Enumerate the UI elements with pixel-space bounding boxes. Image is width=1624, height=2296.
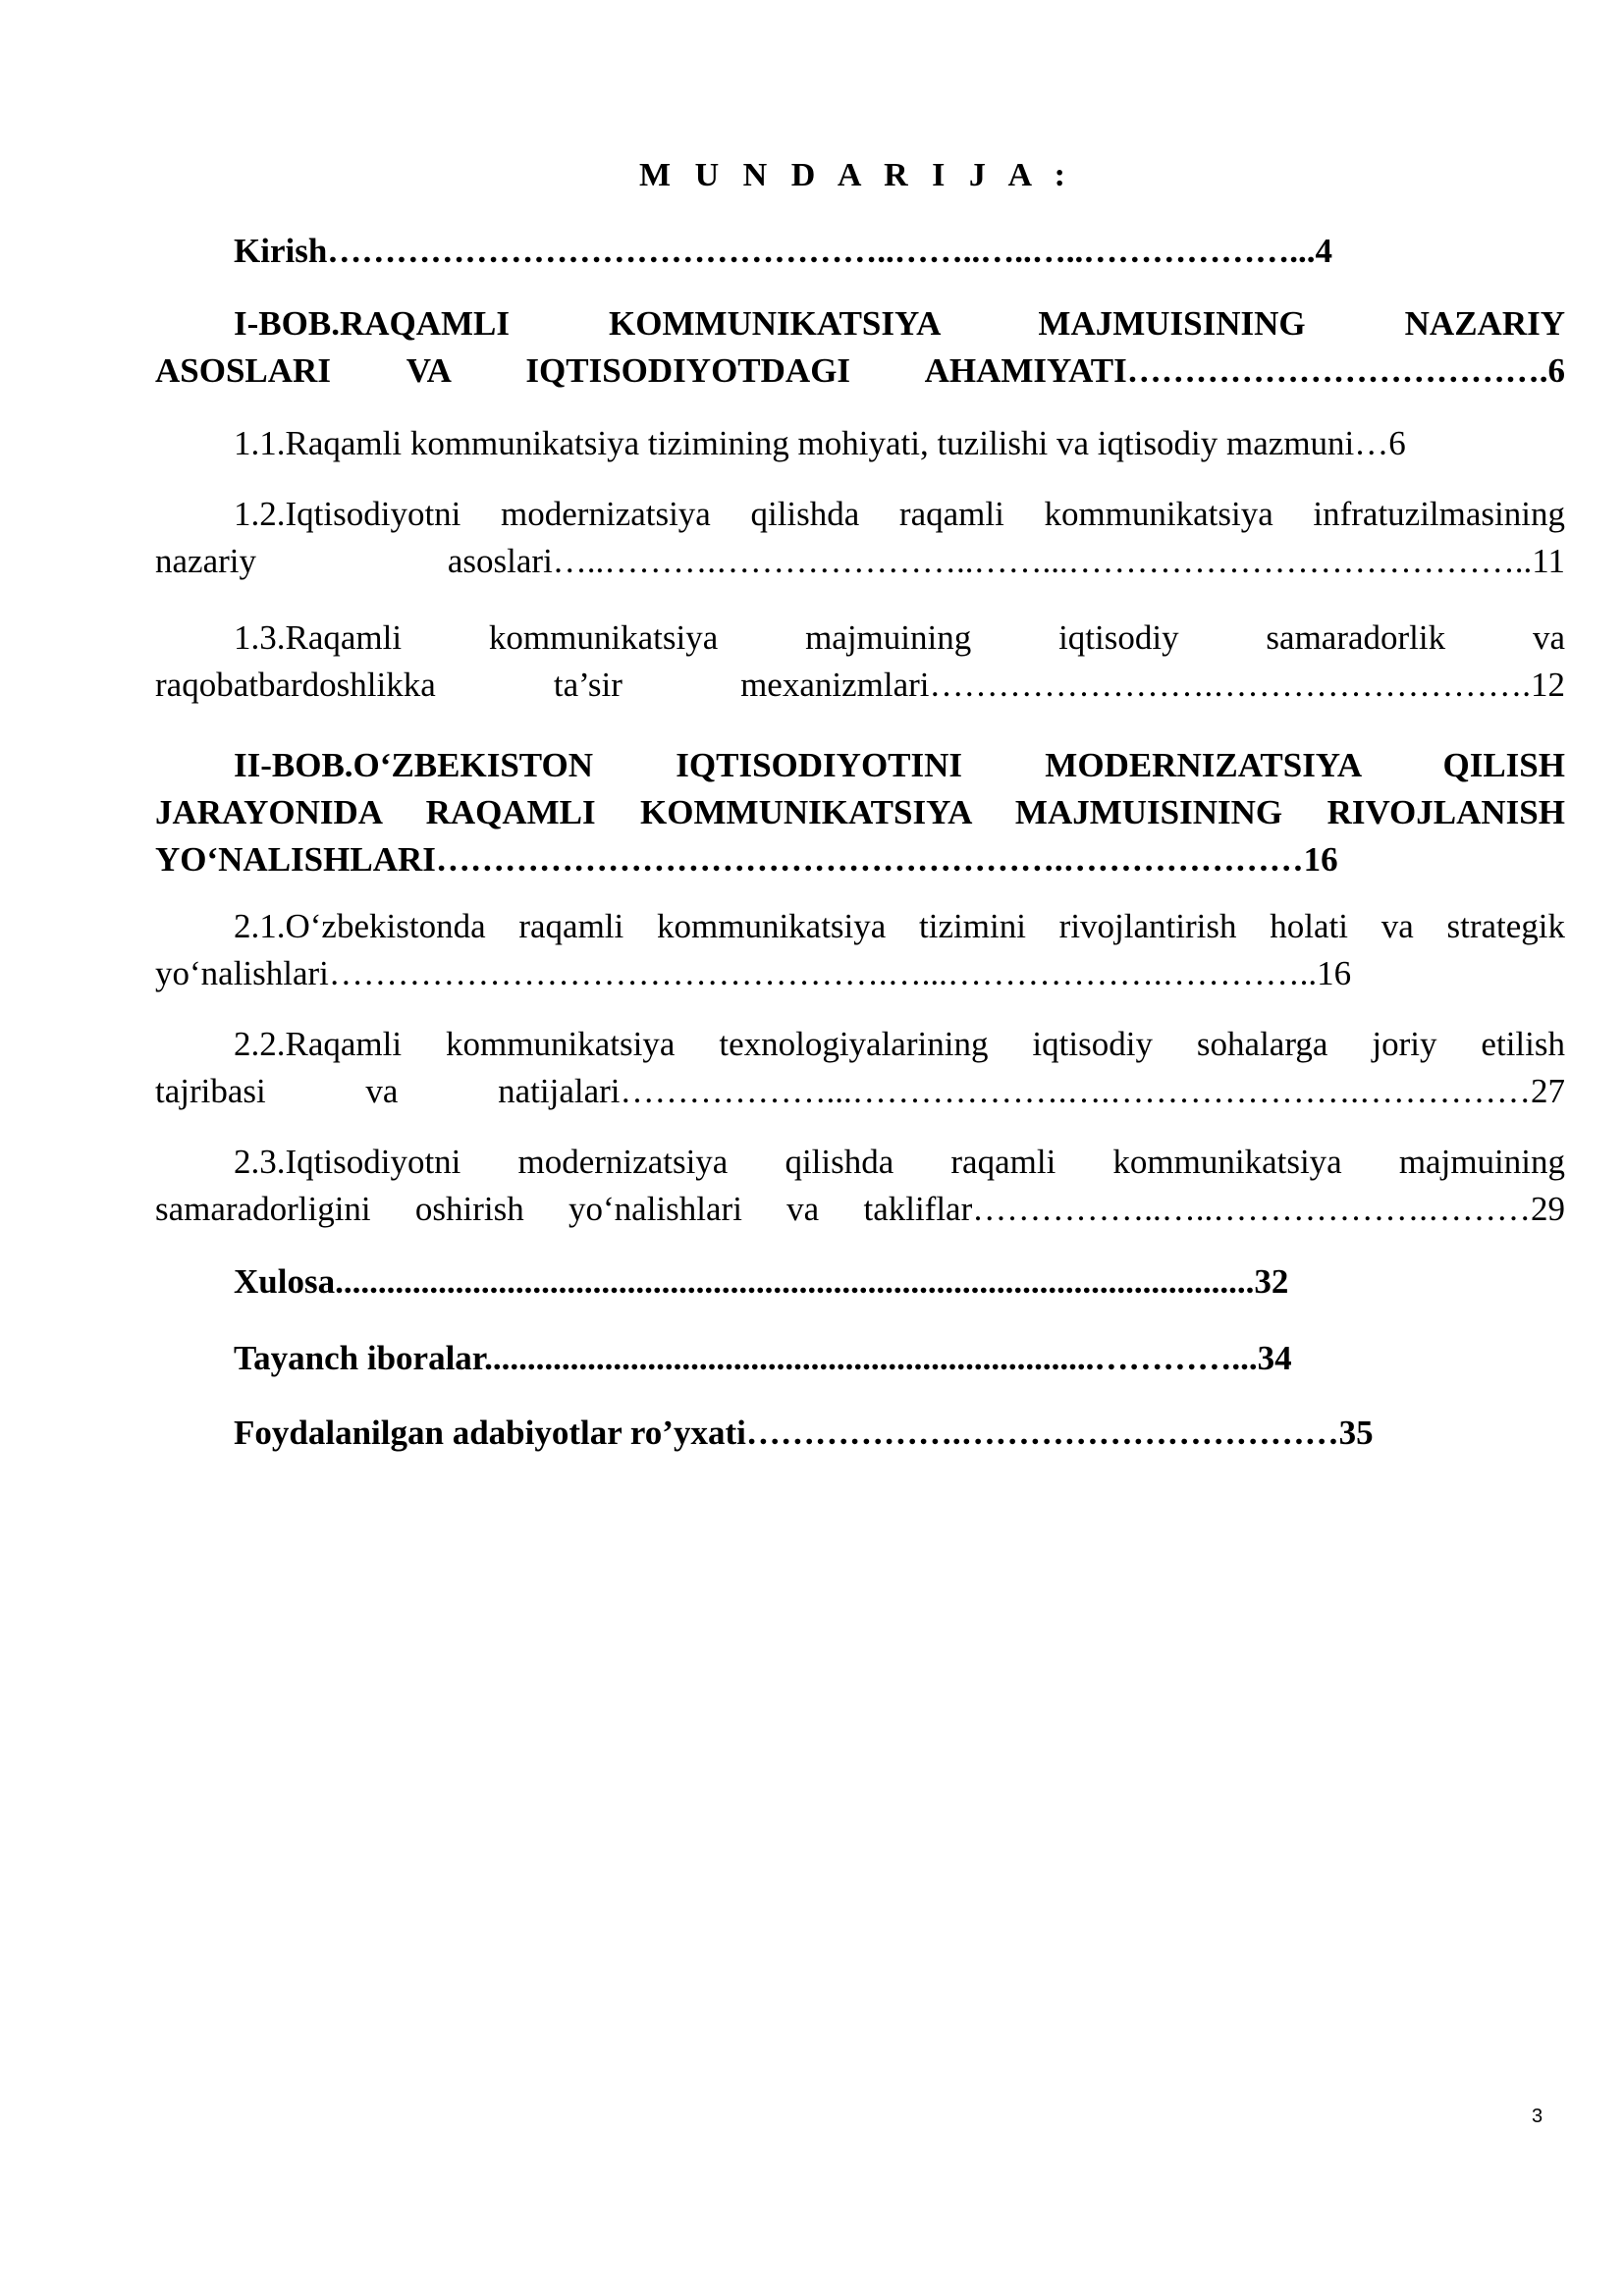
toc-section-2-2[interactable] xyxy=(155,1021,1565,1115)
page-title: M U N D A R I J A : xyxy=(639,157,1073,193)
toc-section-1-2-line-1: 1.2.Iqtisodiyotni modernizatsiya qilishda raqamli kommunikatsiya infratuzilmasining xyxy=(234,495,1565,533)
toc-section-2-1-line-1: 2.1.O‘zbekistonda raqamli kommunikatsiya tizimini rivojlantirish holati va strategik xyxy=(234,907,1565,945)
toc-chapter-1[interactable] xyxy=(155,300,1565,395)
toc-section-2-3-line-2: samaradorligini oshirish yo‘nalishlari va takliflar……………..…..……………….………29 xyxy=(155,1190,1565,1228)
toc-section-2-1-line-2: yo‘nalishlari………………………………………….…...……………….…………..16 xyxy=(155,954,1352,992)
toc-item-tayanch-iboralar[interactable]: Tayanch iboralar.......................................................................…………...34 xyxy=(234,1339,1292,1377)
toc-item-foydalanilgan-adabiyotlar[interactable]: Foydalanilgan adabiyotlar ro’yxati……………….……………………………35 xyxy=(234,1414,1374,1452)
toc-section-1-2-line-2: nazariy asoslari…..……….…………………..……...…………………………………..11 xyxy=(155,542,1565,580)
toc-section-1-2[interactable] xyxy=(155,491,1565,585)
toc-section-2-2-line-1: 2.2.Raqamli kommunikatsiya texnologiyalarining iqtisodiy sohalarga joriy etilish xyxy=(234,1025,1565,1063)
toc-chapter-1-line-1: I-BOB.RAQAMLI KOMMUNIKATSIYA MAJMUISINING NAZARIY xyxy=(234,304,1565,343)
toc-section-1-3-line-1: 1.3.Raqamli kommunikatsiya majmuining iqtisodiy samaradorlik va xyxy=(234,618,1565,657)
toc-section-2-2-line-2: tajribasi va natijalari………………...……………….….………………….……………27 xyxy=(155,1072,1565,1110)
toc-section-2-1[interactable] xyxy=(155,903,1565,997)
toc-section-1-1[interactable]: 1.1.Raqamli kommunikatsiya tizimining mohiyati, tuzilishi va iqtisodiy mazmuni…6 xyxy=(234,424,1406,462)
toc-section-1-3[interactable] xyxy=(155,614,1565,709)
page-number: 3 xyxy=(1532,2106,1543,2127)
toc-item-kirish[interactable]: Kirish…………………………………………..……..…..…..………………...4 xyxy=(234,232,1333,270)
toc-chapter-2-line-2: JARAYONIDA RAQAMLI KOMMUNIKATSIYA MAJMUISINING RIVOJLANISH xyxy=(155,793,1565,831)
toc-chapter-2-line-1: II-BOB.O‘ZBEKISTON IQTISODIYOTINI MODERNIZATSIYA QILISH xyxy=(234,746,1565,784)
toc-item-xulosa[interactable]: Xulosa...........................................................................................................32 xyxy=(234,1262,1289,1301)
toc-section-2-3-line-1: 2.3.Iqtisodiyotni modernizatsiya qilishda raqamli kommunikatsiya majmuining xyxy=(234,1143,1565,1181)
toc-section-2-3[interactable] xyxy=(155,1139,1565,1233)
toc-chapter-2[interactable] xyxy=(155,742,1565,883)
toc-chapter-1-line-2: ASOSLARI VA IQTISODIYOTDAGI AHAMIYATI……………………………….6 xyxy=(155,351,1565,390)
toc-chapter-2-line-3: YO‘NALISHLARI……………………………………………….…………………16 xyxy=(155,840,1338,879)
toc-section-1-3-line-2: raqobatbardoshlikka ta’sir mexanizmlari…………………….……………………….12 xyxy=(155,666,1565,704)
